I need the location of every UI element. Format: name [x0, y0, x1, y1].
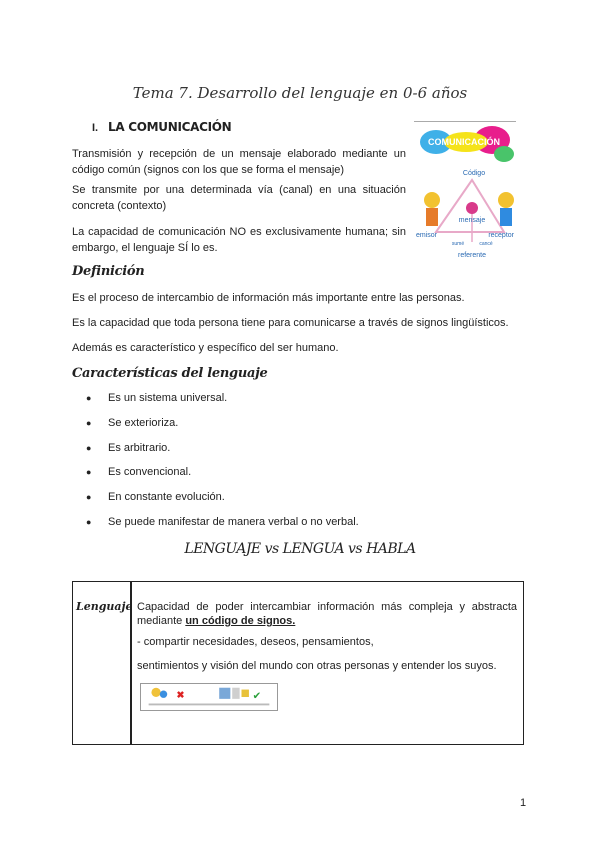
- sender-character-icon: [424, 192, 440, 208]
- sender-body-icon: [426, 208, 438, 226]
- section-number: I.: [92, 122, 99, 134]
- green-bubble-icon: [494, 146, 514, 162]
- communication-diagram: [414, 120, 516, 262]
- diagram-referent-label: referente: [457, 252, 487, 259]
- table-row-label: Lenguaje: [76, 600, 133, 613]
- receiver-body-icon: [500, 208, 512, 226]
- paragraph-transmission: Transmisión y recepción de un mensaje elaborado mediante un código común (signos con los que se forma el mensaje): [72, 148, 406, 176]
- list-item: ● Se exterioriza.: [94, 415, 359, 440]
- list-item: ● Es convencional.: [94, 464, 359, 489]
- symbol-card-icon: [242, 690, 249, 697]
- diagram-center-dot: [466, 202, 478, 214]
- definition-line-2: Es la capacidad que toda persona tiene para comunicarse a través de signos lingüísticos.: [72, 317, 509, 329]
- list-item: ● Se puede manifestar de manera verbal o no verbal.: [94, 514, 359, 539]
- diagram-message-label: mensaje: [458, 217, 486, 224]
- features-heading: Características del lenguaje: [72, 366, 268, 381]
- paragraph-capacity: La capacidad de comunicación NO es exclusivamente humana; sin embargo, el lenguaje SÍ lo es.: [72, 226, 406, 254]
- comparison-heading: LENGUAJE vs LENGUA vs HABLA: [184, 541, 416, 557]
- section-title: LA COMUNICACIÓN: [108, 120, 232, 134]
- paragraph-channel: Se transmite por una determinada vía (canal) en una situación concreta (contexto): [72, 184, 406, 212]
- list-item: ● Es arbitrario.: [94, 440, 359, 465]
- check-icon: ✔: [252, 690, 262, 702]
- definition-line-1: Es el proceso de intercambio de información más importante entre las personas.: [72, 292, 465, 304]
- page-number: 1: [520, 797, 527, 809]
- list-item: ● En constante evolución.: [94, 489, 359, 514]
- document-title: Tema 7. Desarrollo del lenguaje en 0-6 años: [132, 84, 468, 102]
- diagram-small-left-label: sumé: [451, 241, 465, 247]
- table-definition-bold: un código de signos.: [185, 615, 296, 627]
- diagram-code-label: Código: [462, 170, 486, 177]
- definition-heading: Definición: [72, 264, 145, 279]
- pictogram-strip: [140, 683, 278, 711]
- features-list: [94, 390, 359, 539]
- receiver-character-icon: [498, 192, 514, 208]
- cross-icon: ✖: [176, 689, 185, 700]
- child-pictogram-icon: [160, 691, 167, 698]
- child-pictogram-icon: [151, 688, 160, 697]
- diagram-receiver-label: receptor: [488, 232, 514, 239]
- table-definition-intro: Capacidad de poder intercambiar información más compleja y abstracta mediante: [137, 601, 517, 627]
- text-card-icon: [232, 688, 239, 699]
- table-line-3: sentimientos y visión del mundo con otras personas y entender los suyos.: [137, 660, 497, 672]
- diagram-small-right-label: cancé: [479, 241, 493, 247]
- diagram-sender-label: emisor: [416, 232, 438, 239]
- image-card-icon: [219, 688, 230, 699]
- table-definition-text: [137, 600, 517, 628]
- table-line-2: - compartir necesidades, deseos, pensamientos,: [137, 636, 374, 648]
- caption-placeholder: [149, 704, 270, 706]
- definition-line-3: Además es característico y específico del ser humano.: [72, 342, 339, 354]
- diagram-bubble-text: COMUNICACIÓN: [428, 137, 500, 147]
- list-item: ● Es un sistema universal.: [94, 390, 359, 415]
